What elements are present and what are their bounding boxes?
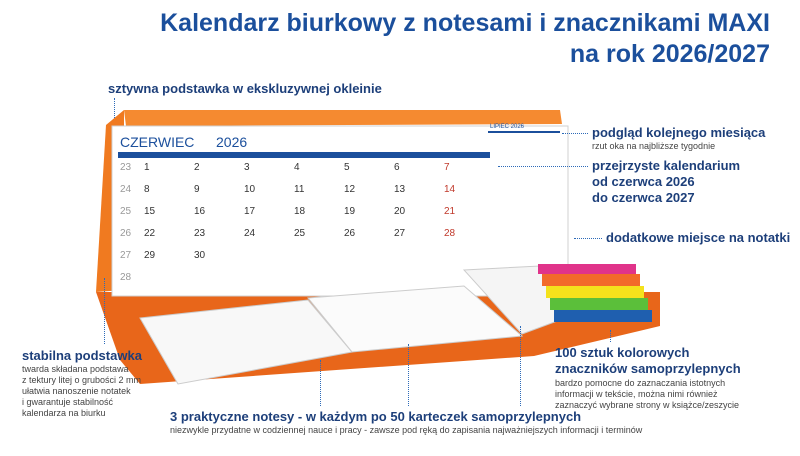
marker-yellow xyxy=(546,286,644,298)
title-line-1: Kalendarz biurkowy z notesami i znacznikami MAXI xyxy=(160,9,770,37)
week-number: 28 xyxy=(120,272,132,283)
stable-line-1: twarda składana podstawa xyxy=(22,364,129,374)
stable-description xyxy=(22,364,141,419)
calendar-day: 10 xyxy=(244,184,256,195)
calendar-day: 27 xyxy=(394,228,406,239)
stable-line-3: ułatwia nanoszenie notatek xyxy=(22,386,131,396)
calendar-day: 29 xyxy=(144,250,156,261)
label-markers xyxy=(555,345,741,377)
markers-sub-2: informacji w tekście, można nimi również xyxy=(555,389,718,399)
label-notes-space: dodatkowe miejsce na notatki xyxy=(606,230,791,245)
callout-line-markers xyxy=(610,330,611,342)
marker-pink xyxy=(538,264,636,274)
markers-description xyxy=(555,378,739,411)
calendar-day: 18 xyxy=(294,206,306,217)
callout-line-notes xyxy=(574,238,602,239)
label-notebooks: 3 praktyczne notesy - w każdym po 50 karteczek samoprzylepnych xyxy=(170,409,582,424)
week-number: 27 xyxy=(120,250,132,261)
calendar-day: 25 xyxy=(294,228,306,239)
calendar-day: 8 xyxy=(144,184,150,195)
markers-line-1: 100 sztuk kolorowych xyxy=(555,345,690,360)
stable-line-2: z tektury litej o grubości 2 mm xyxy=(22,375,142,385)
calendar-day: 3 xyxy=(244,162,250,173)
calendar-year: 2026 xyxy=(216,134,248,150)
week-number: 23 xyxy=(120,162,132,173)
calendar-day: 1 xyxy=(144,162,150,173)
calendar-day: 16 xyxy=(194,206,206,217)
calendar-day: 17 xyxy=(244,206,256,217)
calendarium-line-1: przejrzyste kalendarium xyxy=(592,158,741,173)
week-number: 25 xyxy=(120,206,132,217)
label-calendarium xyxy=(592,158,740,206)
marker-green xyxy=(550,298,648,310)
notebooks-description: niezwykle przydatne w codziennej nauce i pracy - zawsze pod ręką do zapisania najważniejszych informacji i terminów xyxy=(170,425,643,435)
stable-line-5: kalendarza na biurku xyxy=(22,408,106,418)
stable-line-4: i gwarantuje stabilność xyxy=(22,397,114,407)
marker-blue xyxy=(554,310,652,322)
calendar-day: 6 xyxy=(394,162,400,173)
calendar-day: 28 xyxy=(444,228,456,239)
week-number: 24 xyxy=(120,184,132,195)
calendar-day: 20 xyxy=(394,206,406,217)
mini-month-area xyxy=(488,132,560,142)
week-number: 26 xyxy=(120,228,132,239)
label-preview: podgląd kolejnego miesiąca xyxy=(592,125,766,140)
label-base-cover: sztywna podstawka w ekskluzywnej okleinie xyxy=(108,81,382,96)
calendarium-line-3: do czerwca 2027 xyxy=(592,190,695,205)
callout-line-notebook-1 xyxy=(320,360,321,406)
callout-line-stable xyxy=(104,278,105,344)
calendar-day: 24 xyxy=(244,228,256,239)
calendar-day: 5 xyxy=(344,162,350,173)
markers-line-2: znaczników samoprzylepnych xyxy=(555,361,741,376)
calendarium-line-2: od czerwca 2026 xyxy=(592,174,695,189)
callout-line-calendarium xyxy=(498,166,588,167)
callout-line-notebook-2 xyxy=(408,344,409,406)
sub-preview: rzut oka na najbliższe tygodnie xyxy=(592,141,716,151)
marker-orange xyxy=(542,274,640,286)
calendar-day: 11 xyxy=(294,184,305,195)
title-line-2: na rok 2026/2027 xyxy=(569,40,770,68)
calendar-day-header-bar xyxy=(118,152,490,158)
calendar-day: 23 xyxy=(194,228,206,239)
calendar-day: 4 xyxy=(294,162,300,173)
calendar-day: 15 xyxy=(144,206,156,217)
callout-line-preview xyxy=(562,133,588,134)
mini-month-bar xyxy=(488,131,560,133)
calendar-day: 9 xyxy=(194,184,200,195)
markers-sub-1: bardzo pomocne do zaznaczania istotnych xyxy=(555,378,726,388)
calendar-day: 22 xyxy=(144,228,156,239)
label-stable: stabilna podstawka xyxy=(22,348,142,363)
mini-month-title: LIPIEC 2026 xyxy=(490,124,525,130)
calendar-grid xyxy=(116,160,492,290)
calendar-day: 13 xyxy=(394,184,406,195)
calendar-day: 14 xyxy=(444,184,456,195)
markers-sub-3: zaznaczyć wybrane strony w książce/zeszycie xyxy=(555,400,740,410)
calendar-day: 2 xyxy=(194,162,200,173)
calendar-day: 30 xyxy=(194,250,206,261)
callout-line-cover xyxy=(114,98,115,118)
calendar-day: 7 xyxy=(444,162,450,173)
callout-line-notebook-3 xyxy=(520,326,521,406)
calendar-day: 19 xyxy=(344,206,356,217)
calendar-day: 21 xyxy=(444,206,456,217)
calendar-day: 12 xyxy=(344,184,356,195)
calendar-month: CZERWIEC xyxy=(120,134,195,150)
calendar-day: 26 xyxy=(344,228,356,239)
